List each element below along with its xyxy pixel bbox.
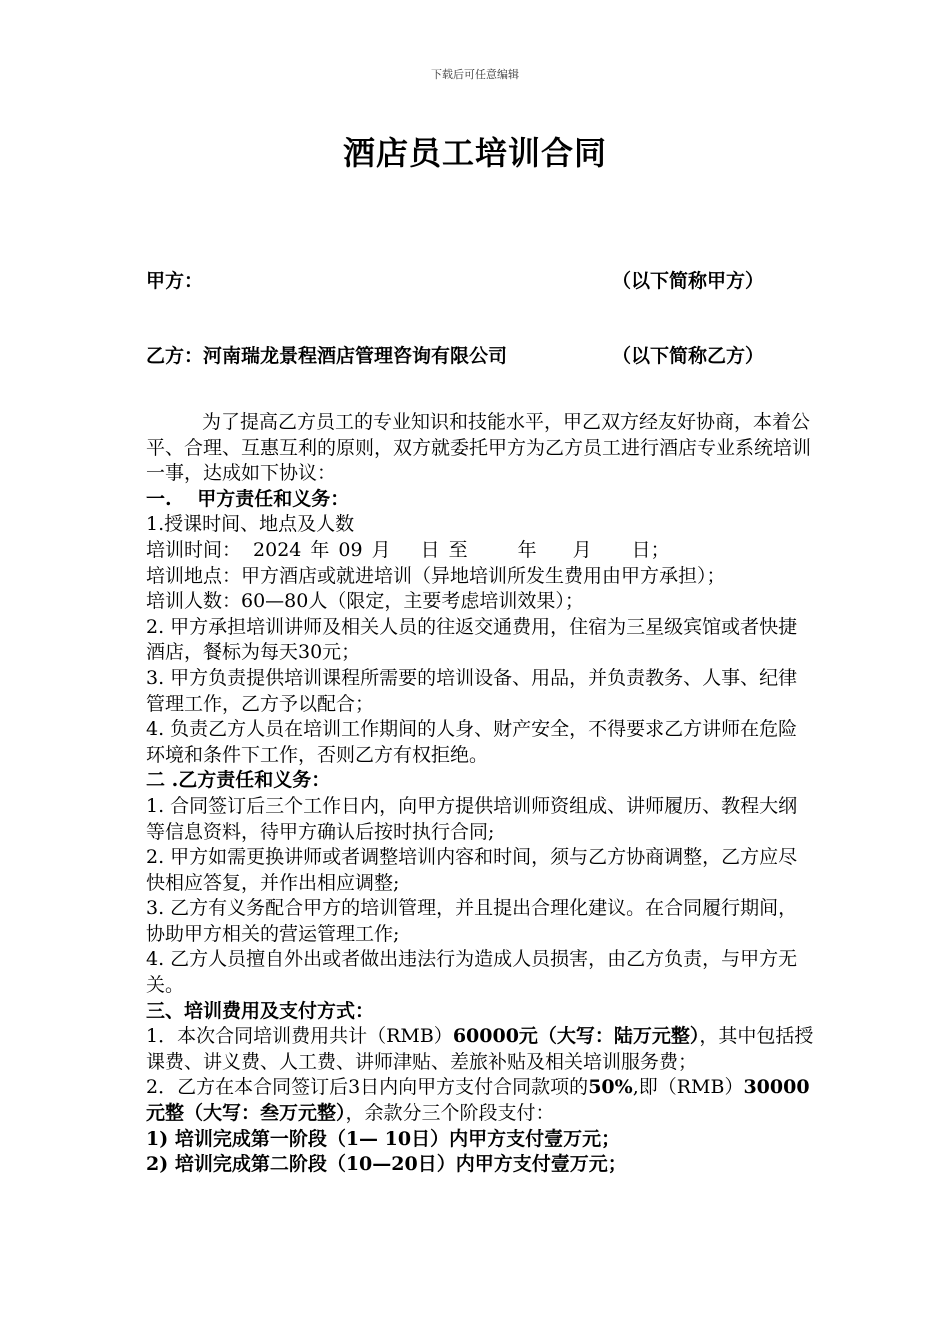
section1-item3: 3. 甲方负责提供培训课程所需要的培训设备、用品，并负责教务、人事、纪律管理工作，乙方予以配合； — [146, 666, 798, 715]
section3-heading: 三、培训费用及支付方式： — [146, 999, 375, 1022]
time-year: 2024 — [253, 538, 302, 561]
section2-item3: 3. 乙方有义务配合甲方的培训管理，并且提出合理化建议。在合同履行期间，协助甲方相关的营运管理工作; — [146, 897, 798, 945]
contract-body — [146, 410, 816, 1178]
payment-stage-2: 2) 培训完成第二阶段（10—20日）内甲方支付壹万元； — [146, 1153, 627, 1176]
time-yue: 月 — [371, 538, 391, 561]
payment-suffix: ，余款分三个阶段支付： — [345, 1102, 555, 1125]
payment-amount: 30000元整（大写：叁万元整） — [146, 1076, 810, 1125]
payment-prefix: 2．乙方在本合同签订后3日内向甲方支付合同款项的 — [146, 1076, 589, 1099]
section1-item1-title: 1.授课时间、地点及人数 — [146, 513, 355, 536]
party-a-line — [146, 266, 786, 293]
contract-title: 酒店员工培训合同 — [342, 134, 607, 172]
section1-item4: 4. 负责乙方人员在培训工作期间的人身、财产安全，不得要求乙方讲师在危险环境和条件下工作，否则乙方有权拒绝。 — [146, 718, 798, 766]
time-label: 培训时间： — [146, 538, 242, 561]
section3-item1 — [146, 1024, 816, 1075]
party-a-label: 甲方： — [146, 270, 204, 292]
training-place: 培训地点：甲方酒店或就进培训（异地培训所发生费用由甲方承担）； — [146, 564, 726, 587]
section2-item4: 4. 乙方人员擅自外出或者做出违法行为造成人员损害，由乙方负责，与甲方无关。 — [146, 948, 798, 997]
party-a-alias: （以下简称甲方） — [612, 270, 765, 292]
party-b-name: 河南瑞龙景程酒店管理咨询有限公司 — [203, 345, 508, 367]
payment-stage-1: 1) 培训完成第一阶段（1— 10日）内甲方支付壹万元； — [146, 1127, 621, 1150]
time-nian: 年 — [310, 538, 330, 561]
payment-percent: 50% — [588, 1076, 633, 1099]
time-yue2: 月 — [572, 538, 592, 561]
intro-paragraph: 为了提高乙方员工的专业知识和技能水平，甲乙双方经友好协商，本着公平、合理、互惠互利的原则，双方就委托甲方为乙方员工进行酒店专业系统培训一事，达成如下协议： — [146, 411, 812, 485]
time-month: 09 — [338, 538, 363, 561]
section1-heading: 一. 甲方责任和义务： — [146, 487, 350, 510]
time-ri1: 日 — [420, 538, 440, 561]
time-zhi: 至 — [448, 538, 468, 561]
section1-item2: 2. 甲方承担培训讲师及相关人员的往返交通费用，住宿为三星级宾馆或者快捷酒店，餐标为每天30元； — [146, 615, 798, 664]
party-b-label: 乙方： — [146, 345, 204, 367]
party-b-alias: （以下简称乙方） — [612, 345, 765, 367]
fee-amount: 60000元（大写：陆万元整） — [452, 1025, 700, 1048]
training-time-line — [146, 538, 816, 564]
fee-prefix: 1．本次合同培训费用共计（RMB） — [146, 1025, 453, 1048]
section2-item1: 1. 合同签订后三个工作日内，向甲方提供培训师资组成、讲师履历、教程大纲等信息资料，待甲方确认后按时执行合同; — [146, 794, 798, 843]
section2-heading: 二 .乙方责任和义务： — [146, 769, 331, 792]
fee-suffix: ，其中包括授课费、讲义费、人工费、讲师津贴、差旅补贴及相关培训服务费； — [146, 1025, 814, 1073]
payment-mid: ,即（RMB） — [632, 1076, 744, 1099]
time-ri2: 日； — [631, 538, 670, 561]
section3-item2 — [146, 1075, 816, 1126]
training-count: 培训人数：60—80人（限定，主要考虑培训效果）； — [146, 590, 584, 613]
section2-item2: 2. 甲方如需更换讲师或者调整培训内容和时间，须与乙方协商调整，乙方应尽快相应答复，并作出相应调整; — [146, 846, 798, 894]
party-b-line — [146, 341, 786, 368]
time-nian2: 年 — [517, 538, 537, 561]
download-note: 下载后可任意编辑 — [431, 68, 519, 81]
